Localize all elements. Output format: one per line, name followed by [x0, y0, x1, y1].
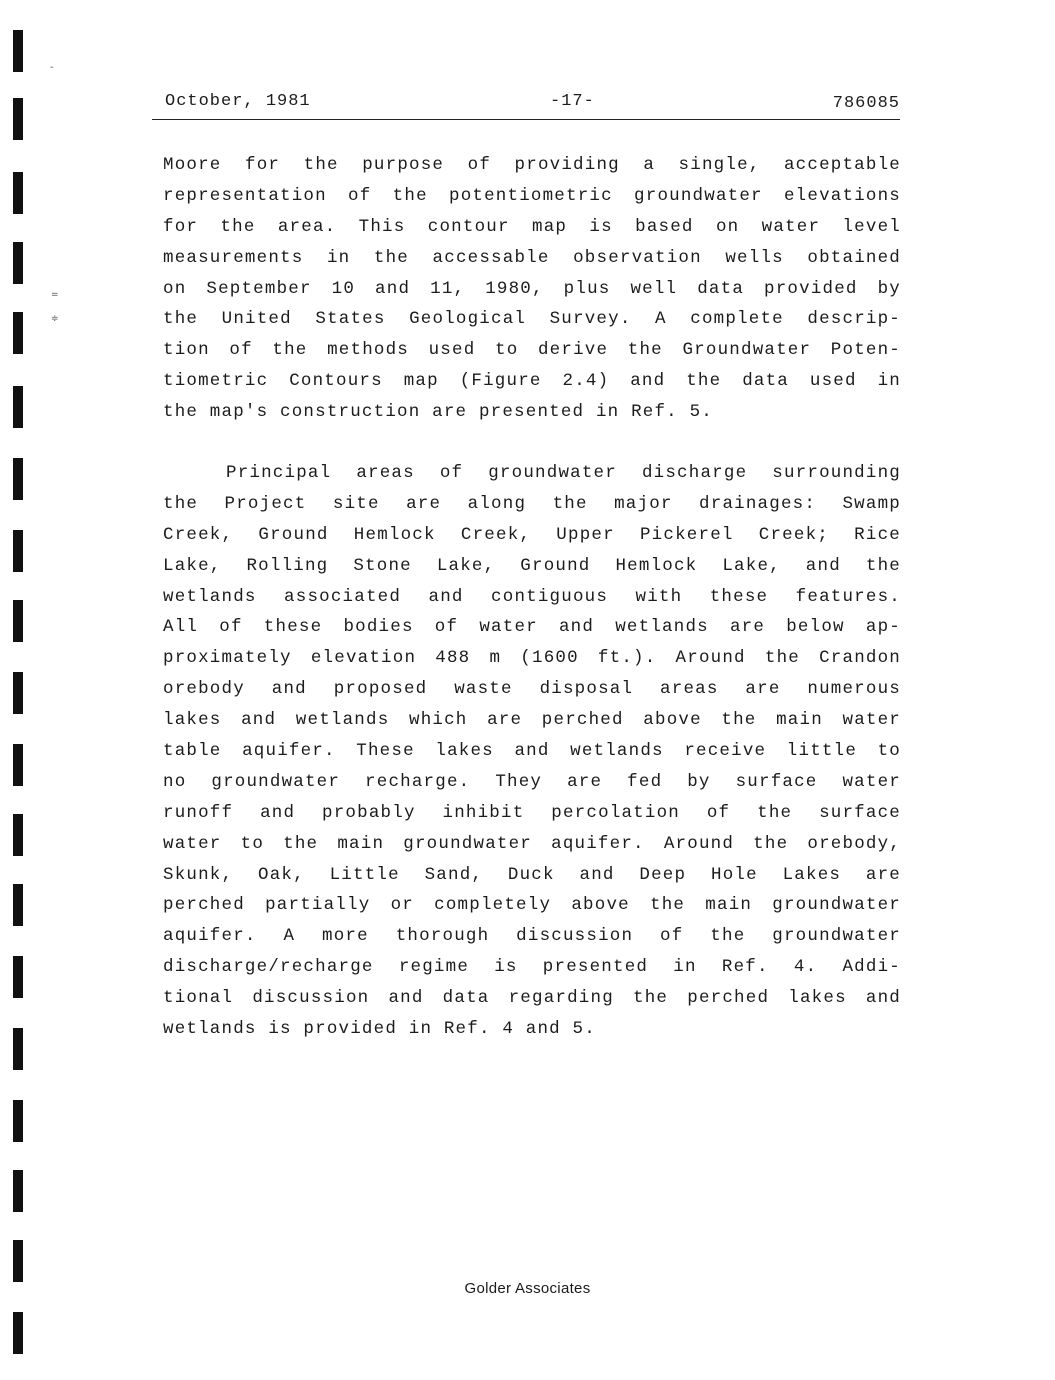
text-line: proximately elevation 488 m (1600 ft.). Around the Crandon — [163, 648, 901, 669]
binding-mark — [13, 458, 23, 500]
text-line: for the area. This contour map is based on water level — [163, 216, 901, 237]
text-line: water to the main groundwater aquifer. Around the orebody, — [163, 833, 901, 854]
text-line: perched partially or completely above the main groundwater — [163, 895, 901, 916]
text-line: Moore for the purpose of providing a single, acceptable — [163, 155, 901, 175]
body-text — [163, 150, 901, 1045]
binding-mark — [13, 672, 23, 714]
binding-mark — [13, 600, 23, 642]
scan-speck: ≑ — [51, 314, 59, 324]
text-line: runoff and probably inhibit percolation of the surface — [163, 802, 901, 823]
paragraph-gap — [163, 428, 901, 458]
header-date: October, 1981 — [165, 92, 311, 111]
text-line: table aquifer. These lakes and wetlands receive little to — [163, 741, 901, 762]
binding-mark — [13, 1170, 23, 1212]
header-rule — [152, 119, 900, 120]
text-line: representation of the potentiometric groundwater elevations — [163, 185, 901, 206]
page-number: -17- — [550, 92, 595, 111]
text-line: orebody and proposed waste disposal areas are numerous — [163, 679, 901, 700]
text-line: no groundwater recharge. They are fed by surface water — [163, 771, 901, 792]
binding-mark — [13, 1100, 23, 1142]
text-line: tional discussion and data regarding the perched lakes and — [163, 988, 901, 1009]
footer-company: Golder Associates — [464, 1280, 591, 1297]
text-line: tion of the methods used to derive the Groundwater Poten- — [163, 340, 901, 361]
binding-mark — [13, 242, 23, 284]
text-line: on September 10 and 11, 1980, plus well data provided by — [163, 278, 901, 299]
binding-mark — [13, 814, 23, 856]
scan-speck: = — [51, 290, 59, 300]
binding-mark — [13, 1028, 23, 1070]
text-line: Principal areas of groundwater discharge surrounding — [226, 463, 901, 484]
binding-mark — [13, 386, 23, 428]
binding-mark — [13, 744, 23, 786]
text-line: wetlands associated and contiguous with these features. — [163, 586, 901, 607]
binding-mark — [13, 956, 23, 998]
text-line: the Project site are along the major drainages: Swamp — [163, 493, 901, 514]
text-line: wetlands is provided in Ref. 4 and 5. — [163, 1019, 596, 1040]
binding-mark — [13, 530, 23, 572]
binding-mark — [13, 312, 23, 354]
scan-speck: - — [50, 62, 54, 73]
document-number: 786085 — [832, 94, 900, 113]
binding-mark — [13, 30, 23, 72]
text-line: Lake, Rolling Stone Lake, Ground Hemlock Lake, and the — [163, 555, 901, 576]
text-line: aquifer. A more thorough discussion of the groundwater — [163, 926, 901, 947]
binding-margin-marks — [0, 0, 40, 1380]
text-line: the United States Geological Survey. A complete descrip- — [163, 309, 901, 330]
paragraph — [163, 458, 901, 1045]
page-header — [165, 90, 900, 120]
binding-mark — [13, 884, 23, 926]
binding-mark — [13, 1240, 23, 1282]
binding-mark — [13, 172, 23, 214]
binding-mark — [13, 98, 23, 140]
binding-mark — [13, 1312, 23, 1354]
text-line: discharge/recharge regime is presented in Ref. 4. Addi- — [163, 957, 901, 978]
text-line: Creek, Ground Hemlock Creek, Upper Pickerel Creek; Rice — [163, 524, 901, 545]
text-line: the map's construction are presented in Ref. 5. — [163, 402, 713, 423]
text-line: measurements in the accessable observation wells obtained — [163, 247, 901, 268]
text-line: Skunk, Oak, Little Sand, Duck and Deep Hole Lakes are — [163, 864, 901, 885]
paragraph — [163, 150, 901, 428]
text-line: All of these bodies of water and wetlands are below ap- — [163, 617, 901, 638]
text-line: lakes and wetlands which are perched above the main water — [163, 710, 901, 731]
text-line: tiometric Contours map (Figure 2.4) and the data used in — [163, 371, 901, 392]
